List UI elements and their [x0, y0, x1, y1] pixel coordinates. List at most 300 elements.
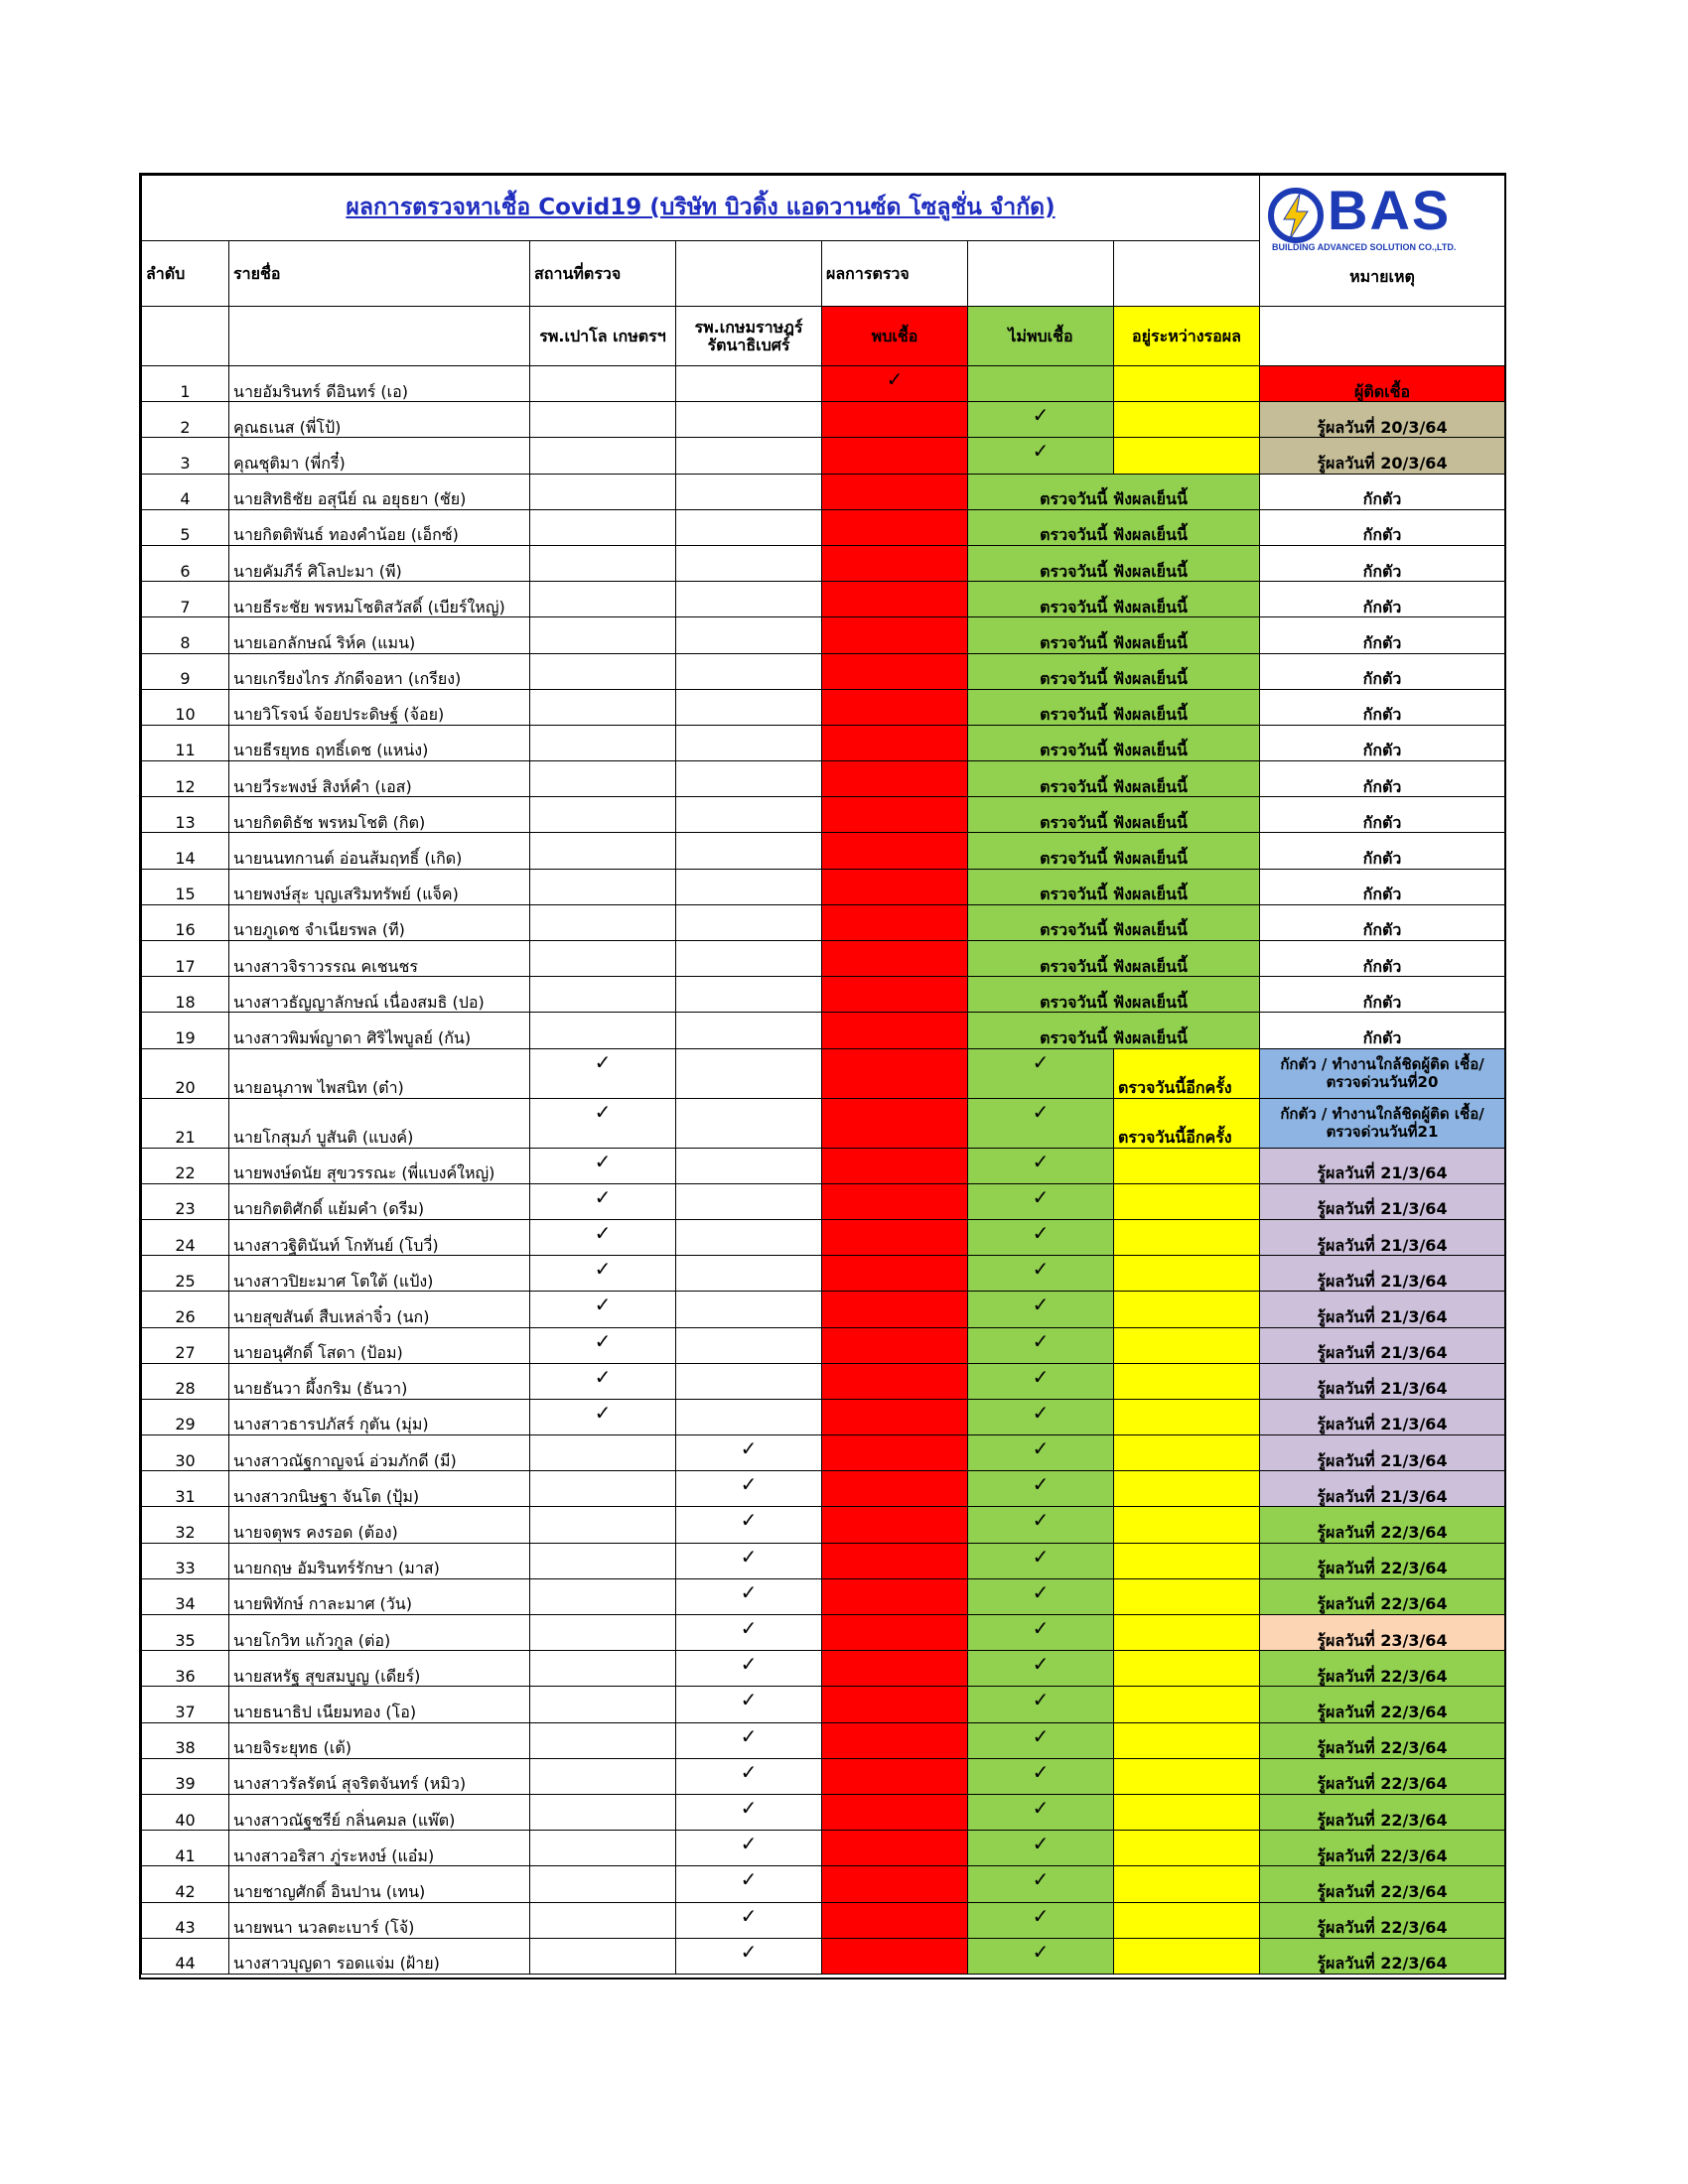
- table-row: [142, 1722, 1505, 1758]
- row-no: 27: [142, 1327, 229, 1363]
- row-no: 40: [142, 1794, 229, 1830]
- row-found: [822, 1578, 968, 1614]
- row-status: ตรวจวันนี้ ฟังผลเย็นนี้: [968, 474, 1260, 509]
- row-status: ตรวจวันนี้ ฟังผลเย็นนี้: [968, 904, 1260, 940]
- row-no: 39: [142, 1758, 229, 1794]
- row-notfound: [968, 438, 1114, 474]
- row-name: นางสาวพิมพ์ญาดา ศิริไพบูลย์ (กัน): [229, 1013, 530, 1048]
- row-found: [822, 1938, 968, 1974]
- header-result-blank-2: [1114, 241, 1260, 307]
- row-no: 37: [142, 1687, 229, 1722]
- table-row: [142, 1578, 1505, 1614]
- row-no: 30: [142, 1435, 229, 1471]
- table-row: [142, 1471, 1505, 1507]
- table-row: [142, 725, 1505, 760]
- row-found: [822, 1098, 968, 1148]
- table-row: [142, 1148, 1505, 1183]
- checkmark-icon: ✓: [594, 1257, 612, 1282]
- row-place1: [530, 402, 676, 438]
- row-found: [822, 1902, 968, 1938]
- checkmark-icon: ✓: [1032, 1099, 1050, 1124]
- row-notfound: [968, 1256, 1114, 1292]
- row-remark: กักตัว: [1260, 582, 1505, 617]
- row-name: คุณธเนส (พี่โป้): [229, 402, 530, 438]
- row-found: [822, 1471, 968, 1507]
- row-found: [822, 977, 968, 1013]
- checkmark-icon: ✓: [740, 1759, 758, 1784]
- bas-logo: [1266, 180, 1490, 255]
- row-remark: กักตัว: [1260, 904, 1505, 940]
- checkmark-icon: ✓: [594, 1099, 612, 1124]
- row-place1: [530, 1578, 676, 1614]
- checkmark-icon: ✓: [594, 1220, 612, 1245]
- row-found: [822, 1794, 968, 1830]
- row-remark: กักตัว: [1260, 797, 1505, 833]
- row-waiting: ตรวจวันนี้อีกครั้ง: [1114, 1098, 1260, 1148]
- row-name: นายสหรัฐ สุขสมบูญ (เดียร์): [229, 1651, 530, 1687]
- checkmark-icon: ✓: [1032, 1939, 1050, 1964]
- row-no: 8: [142, 617, 229, 653]
- row-place2: [676, 1687, 822, 1722]
- row-remark: กักตัว: [1260, 689, 1505, 725]
- checkmark-icon: ✓: [1032, 1867, 1050, 1892]
- row-place1: [530, 617, 676, 653]
- row-notfound: [968, 1327, 1114, 1363]
- subheader-notfound: ไม่พบเชื้อ: [968, 307, 1114, 366]
- row-no: 15: [142, 869, 229, 904]
- row-place1: [530, 366, 676, 402]
- row-name: นายสิทธิชัย อสุนีย์ ณ อยุธยา (ชัย): [229, 474, 530, 509]
- row-place1: [530, 1794, 676, 1830]
- row-remark: รู้ผลวันที่ 21/3/64: [1260, 1183, 1505, 1219]
- row-place1: [530, 1399, 676, 1434]
- table-row: [142, 1794, 1505, 1830]
- row-notfound: [968, 1938, 1114, 1974]
- row-waiting: [1114, 1363, 1260, 1399]
- row-notfound: [968, 1219, 1114, 1255]
- checkmark-icon: ✓: [1032, 1293, 1050, 1317]
- row-remark: ผู้ติดเชื้อ: [1260, 366, 1505, 402]
- row-place1: [530, 1471, 676, 1507]
- row-name: นายอัมรินทร์ ดีอินทร์ (เอ): [229, 366, 530, 402]
- row-place1: [530, 474, 676, 509]
- row-waiting: [1114, 1722, 1260, 1758]
- row-waiting: [1114, 366, 1260, 402]
- row-remark: รู้ผลวันที่ 21/3/64: [1260, 1363, 1505, 1399]
- checkmark-icon: ✓: [740, 1688, 758, 1712]
- row-found: [822, 1543, 968, 1578]
- row-place1: [530, 1363, 676, 1399]
- row-found: [822, 904, 968, 940]
- row-waiting: [1114, 1831, 1260, 1866]
- table-row: [142, 941, 1505, 977]
- row-name: นายเอกลักษณ์ ริห์ค (แมน): [229, 617, 530, 653]
- bas-lightning-logo-icon: [1266, 186, 1326, 245]
- row-place2: [676, 1098, 822, 1148]
- row-name: นายชาญศักดิ์ อินปาน (เทน): [229, 1866, 530, 1902]
- row-found: [822, 366, 968, 402]
- row-place1: [530, 1866, 676, 1902]
- row-remark: รู้ผลวันที่ 22/3/64: [1260, 1651, 1505, 1687]
- row-waiting: [1114, 1327, 1260, 1363]
- checkmark-icon: ✓: [740, 1652, 758, 1677]
- subheader-place1: รพ.เปาโล เกษตรฯ: [530, 307, 676, 366]
- row-remark: กักตัว: [1260, 761, 1505, 797]
- row-name: นายพงษ์สุะ บุญเสริมทรัพย์ (แจ็ค): [229, 869, 530, 904]
- row-remark: รู้ผลวันที่ 22/3/64: [1260, 1902, 1505, 1938]
- row-found: [822, 833, 968, 869]
- row-no: 31: [142, 1471, 229, 1507]
- row-name: นายวิโรจน์ จ้อยประดิษฐ์ (จ้อย): [229, 689, 530, 725]
- row-found: [822, 1831, 968, 1866]
- row-no: 35: [142, 1615, 229, 1651]
- subheader-place2: รพ.เกษมราษฎร์ รัตนาธิเบศร์: [676, 307, 822, 366]
- row-place2: [676, 1048, 822, 1098]
- row-remark: กักตัว: [1260, 833, 1505, 869]
- row-remark: รู้ผลวันที่ 22/3/64: [1260, 1722, 1505, 1758]
- row-waiting: [1114, 438, 1260, 474]
- row-place2: [676, 1507, 822, 1543]
- row-no: 12: [142, 761, 229, 797]
- row-notfound: [968, 1507, 1114, 1543]
- row-status: ตรวจวันนี้ ฟังผลเย็นนี้: [968, 797, 1260, 833]
- row-name: นายธีระชัย พรหมโชติสวัสดิ์ (เบียร์ใหญ่): [229, 582, 530, 617]
- row-name: นางสาวธารปภัสร์ กุตัน (มุ่ม): [229, 1399, 530, 1434]
- row-place1: [530, 1292, 676, 1327]
- table-row: [142, 617, 1505, 653]
- row-place2: [676, 725, 822, 760]
- row-remark: รู้ผลวันที่ 22/3/64: [1260, 1938, 1505, 1974]
- row-notfound: [968, 1543, 1114, 1578]
- row-waiting: ตรวจวันนี้อีกครั้ง: [1114, 1048, 1260, 1098]
- checkmark-icon: ✓: [1032, 1616, 1050, 1640]
- row-name: นายพนา นวลตะเบาร์ (โจ้): [229, 1902, 530, 1938]
- row-waiting: [1114, 1435, 1260, 1471]
- checkmark-icon: ✓: [1032, 439, 1050, 464]
- row-place1: [530, 1938, 676, 1974]
- row-waiting: [1114, 1902, 1260, 1938]
- row-place1: [530, 941, 676, 977]
- row-no: 24: [142, 1219, 229, 1255]
- sheet-title: ผลการตรวจหาเชื้อ Covid19 (บริษัท บิวดิ้ง แอดวานซ์ด โซลูชั่น จำกัด): [346, 194, 1055, 220]
- row-notfound: [968, 1902, 1114, 1938]
- row-place2: [676, 1578, 822, 1614]
- checkmark-icon: ✓: [740, 1579, 758, 1604]
- row-no: 16: [142, 904, 229, 940]
- row-remark: รู้ผลวันที่ 21/3/64: [1260, 1219, 1505, 1255]
- checkmark-icon: ✓: [1032, 1328, 1050, 1353]
- row-no: 14: [142, 833, 229, 869]
- row-place1: [530, 1902, 676, 1938]
- row-place2: [676, 438, 822, 474]
- row-remark: รู้ผลวันที่ 21/3/64: [1260, 1399, 1505, 1434]
- row-status: ตรวจวันนี้ ฟังผลเย็นนี้: [968, 689, 1260, 725]
- row-waiting: [1114, 1938, 1260, 1974]
- row-found: [822, 761, 968, 797]
- row-found: [822, 582, 968, 617]
- row-found: [822, 1866, 968, 1902]
- row-found: [822, 725, 968, 760]
- table-row: [142, 1507, 1505, 1543]
- covid-test-results-sheet: [139, 173, 1506, 1979]
- checkmark-icon: ✓: [886, 367, 904, 391]
- row-no: 17: [142, 941, 229, 977]
- row-status: ตรวจวันนี้ ฟังผลเย็นนี้: [968, 1013, 1260, 1048]
- row-remark: กักตัว: [1260, 653, 1505, 689]
- table-row: [142, 1219, 1505, 1255]
- header-no: ลำดับ: [142, 241, 229, 307]
- row-place2: [676, 1183, 822, 1219]
- row-place2: [676, 1831, 822, 1866]
- row-no: 36: [142, 1651, 229, 1687]
- row-place2: [676, 1363, 822, 1399]
- row-place2: [676, 1435, 822, 1471]
- row-remark: กักตัว: [1260, 725, 1505, 760]
- row-place2: [676, 402, 822, 438]
- row-place2: [676, 904, 822, 940]
- row-place2: [676, 1327, 822, 1363]
- row-notfound: [968, 1363, 1114, 1399]
- checkmark-icon: ✓: [740, 1939, 758, 1964]
- checkmark-icon: ✓: [1032, 1688, 1050, 1712]
- row-remark: รู้ผลวันที่ 22/3/64: [1260, 1543, 1505, 1578]
- header-place: สถานที่ตรวจ: [530, 241, 676, 307]
- row-place2: [676, 1866, 822, 1902]
- row-name: นายจตุพร คงรอด (ต้อง): [229, 1507, 530, 1543]
- checkmark-icon: ✓: [1032, 1472, 1050, 1497]
- row-place1: [530, 1687, 676, 1722]
- row-waiting: [1114, 1292, 1260, 1327]
- row-notfound: [968, 1794, 1114, 1830]
- row-name: นายจิระยุทธ (เต้): [229, 1722, 530, 1758]
- checkmark-icon: ✓: [740, 1832, 758, 1856]
- table-row: [142, 1651, 1505, 1687]
- row-name: นายนนทกานต์ อ่อนส้มฤทธิ์ (เกิด): [229, 833, 530, 869]
- checkmark-icon: ✓: [1032, 1544, 1050, 1569]
- row-waiting: [1114, 1507, 1260, 1543]
- row-place2: [676, 1543, 822, 1578]
- checkmark-icon: ✓: [1032, 1400, 1050, 1425]
- row-waiting: [1114, 1219, 1260, 1255]
- row-remark: รู้ผลวันที่ 22/3/64: [1260, 1866, 1505, 1902]
- row-name: นายกิตติธัช พรหมโชติ (กิต): [229, 797, 530, 833]
- row-found: [822, 1363, 968, 1399]
- row-place1: [530, 1327, 676, 1363]
- row-place2: [676, 653, 822, 689]
- logo-tagline: BUILDING ADVANCED SOLUTION CO.,LTD.: [1272, 242, 1457, 252]
- row-remark: รู้ผลวันที่ 21/3/64: [1260, 1435, 1505, 1471]
- table-row: [142, 1435, 1505, 1471]
- row-no: 1: [142, 366, 229, 402]
- row-waiting: [1114, 1687, 1260, 1722]
- row-waiting: [1114, 1794, 1260, 1830]
- table-row: [142, 1013, 1505, 1048]
- row-found: [822, 1256, 968, 1292]
- checkmark-icon: ✓: [740, 1436, 758, 1461]
- checkmark-icon: ✓: [1032, 1579, 1050, 1604]
- row-no: 26: [142, 1292, 229, 1327]
- row-no: 13: [142, 797, 229, 833]
- row-found: [822, 689, 968, 725]
- row-place2: [676, 617, 822, 653]
- row-remark: รู้ผลวันที่ 21/3/64: [1260, 1256, 1505, 1292]
- row-place1: [530, 1758, 676, 1794]
- row-found: [822, 1327, 968, 1363]
- row-no: 42: [142, 1866, 229, 1902]
- row-notfound: [968, 1722, 1114, 1758]
- row-no: 7: [142, 582, 229, 617]
- row-found: [822, 1292, 968, 1327]
- row-found: [822, 1507, 968, 1543]
- row-status: ตรวจวันนี้ ฟังผลเย็นนี้: [968, 869, 1260, 904]
- row-no: 43: [142, 1902, 229, 1938]
- row-found: [822, 1615, 968, 1651]
- row-place1: [530, 1615, 676, 1651]
- checkmark-icon: ✓: [1032, 1257, 1050, 1282]
- checkmark-icon: ✓: [1032, 1220, 1050, 1245]
- row-remark: กักตัว: [1260, 941, 1505, 977]
- table-row: [142, 1543, 1505, 1578]
- row-notfound: [968, 1098, 1114, 1148]
- row-notfound: [968, 1866, 1114, 1902]
- row-notfound: [968, 1399, 1114, 1434]
- row-remark: กักตัว: [1260, 977, 1505, 1013]
- row-place2: [676, 761, 822, 797]
- row-place1: [530, 1148, 676, 1183]
- row-notfound: [968, 1292, 1114, 1327]
- row-remark: กักตัว: [1260, 474, 1505, 509]
- table-row: [142, 402, 1505, 438]
- row-notfound: [968, 1651, 1114, 1687]
- row-place2: [676, 1013, 822, 1048]
- row-place2: [676, 545, 822, 581]
- table-row: [142, 653, 1505, 689]
- checkmark-icon: ✓: [594, 1328, 612, 1353]
- table-row: [142, 833, 1505, 869]
- row-notfound: [968, 1687, 1114, 1722]
- header-name: รายชื่อ: [229, 241, 530, 307]
- row-notfound: [968, 1578, 1114, 1614]
- row-name: นายภูเดช จำเนียรพล (ที): [229, 904, 530, 940]
- row-place1: [530, 689, 676, 725]
- row-place2: [676, 977, 822, 1013]
- row-place1: [530, 1651, 676, 1687]
- row-name: นายโกวิท แก้วกูล (ต่อ): [229, 1615, 530, 1651]
- row-place2: [676, 474, 822, 509]
- row-no: 20: [142, 1048, 229, 1098]
- row-name: นางสาวรัลรัตน์ สุจริตจันทร์ (หมิว): [229, 1758, 530, 1794]
- row-remark: รู้ผลวันที่ 22/3/64: [1260, 1578, 1505, 1614]
- row-waiting: [1114, 1399, 1260, 1434]
- row-status: ตรวจวันนี้ ฟังผลเย็นนี้: [968, 725, 1260, 760]
- row-waiting: [1114, 1866, 1260, 1902]
- row-no: 2: [142, 402, 229, 438]
- row-status: ตรวจวันนี้ ฟังผลเย็นนี้: [968, 833, 1260, 869]
- row-place2: [676, 1292, 822, 1327]
- row-found: [822, 617, 968, 653]
- row-found: [822, 1399, 968, 1434]
- table-row: [142, 1098, 1505, 1148]
- checkmark-icon: ✓: [740, 1867, 758, 1892]
- table-row: [142, 438, 1505, 474]
- row-name: คุณชุติมา (พี่กรี๋): [229, 438, 530, 474]
- row-status: ตรวจวันนี้ ฟังผลเย็นนี้: [968, 941, 1260, 977]
- row-remark: รู้ผลวันที่ 20/3/64: [1260, 402, 1505, 438]
- checkmark-icon: ✓: [1032, 1723, 1050, 1748]
- table-row: [142, 474, 1505, 509]
- row-place2: [676, 366, 822, 402]
- row-notfound: [968, 1183, 1114, 1219]
- row-found: [822, 1435, 968, 1471]
- checkmark-icon: ✓: [1032, 1652, 1050, 1677]
- checkmark-icon: ✓: [740, 1903, 758, 1928]
- checkmark-icon: ✓: [1032, 1903, 1050, 1928]
- row-place1: [530, 833, 676, 869]
- row-place1: [530, 869, 676, 904]
- row-notfound: [968, 1758, 1114, 1794]
- row-place1: [530, 1048, 676, 1098]
- row-place2: [676, 869, 822, 904]
- row-name: นายคัมภีร์ ศิโลปะมา (พี): [229, 545, 530, 581]
- table-row: [142, 977, 1505, 1013]
- table-row: [142, 1048, 1505, 1098]
- table-row: [142, 1687, 1505, 1722]
- row-found: [822, 1048, 968, 1098]
- table-row: [142, 1256, 1505, 1292]
- row-no: 6: [142, 545, 229, 581]
- row-found: [822, 1758, 968, 1794]
- table-row: [142, 509, 1505, 545]
- row-notfound: [968, 1048, 1114, 1098]
- row-place2: [676, 689, 822, 725]
- row-remark: กักตัว: [1260, 545, 1505, 581]
- row-place2: [676, 1148, 822, 1183]
- row-name: นายเกรียงไกร ภักดีจอหา (เกรียง): [229, 653, 530, 689]
- row-waiting: [1114, 1651, 1260, 1687]
- row-name: นายธนาธิป เนียมทอง (โอ): [229, 1687, 530, 1722]
- row-place1: [530, 653, 676, 689]
- row-name: นายพิทักษ์ กาละมาศ (วัน): [229, 1578, 530, 1614]
- row-place2: [676, 1471, 822, 1507]
- row-found: [822, 1219, 968, 1255]
- row-remark: รู้ผลวันที่ 21/3/64: [1260, 1292, 1505, 1327]
- row-found: [822, 402, 968, 438]
- row-name: นางสาวณัฐกาญจน์ อ่วมภักดี (มี): [229, 1435, 530, 1471]
- row-found: [822, 941, 968, 977]
- row-remark: กักตัว: [1260, 869, 1505, 904]
- subheader-waiting: อยู่ระหว่างรอผล: [1114, 307, 1260, 366]
- row-notfound: [968, 1435, 1114, 1471]
- row-waiting: [1114, 1578, 1260, 1614]
- row-name: นายอนุศักดิ์ โสดา (ป้อม): [229, 1327, 530, 1363]
- row-no: 23: [142, 1183, 229, 1219]
- row-no: 28: [142, 1363, 229, 1399]
- row-place2: [676, 1651, 822, 1687]
- header-result: ผลการตรวจ: [822, 241, 968, 307]
- row-status: ตรวจวันนี้ ฟังผลเย็นนี้: [968, 761, 1260, 797]
- header-result-blank-1: [968, 241, 1114, 307]
- row-name: นายธีรยุทธ ฤทธิ์เดช (แหน่ง): [229, 725, 530, 760]
- checkmark-icon: ✓: [1032, 1184, 1050, 1209]
- row-remark: กักตัว: [1260, 509, 1505, 545]
- table-row: [142, 1831, 1505, 1866]
- row-place1: [530, 1098, 676, 1148]
- table-row: [142, 1615, 1505, 1651]
- row-place1: [530, 1219, 676, 1255]
- table-row: [142, 1902, 1505, 1938]
- row-place1: [530, 1256, 676, 1292]
- table-row: [142, 582, 1505, 617]
